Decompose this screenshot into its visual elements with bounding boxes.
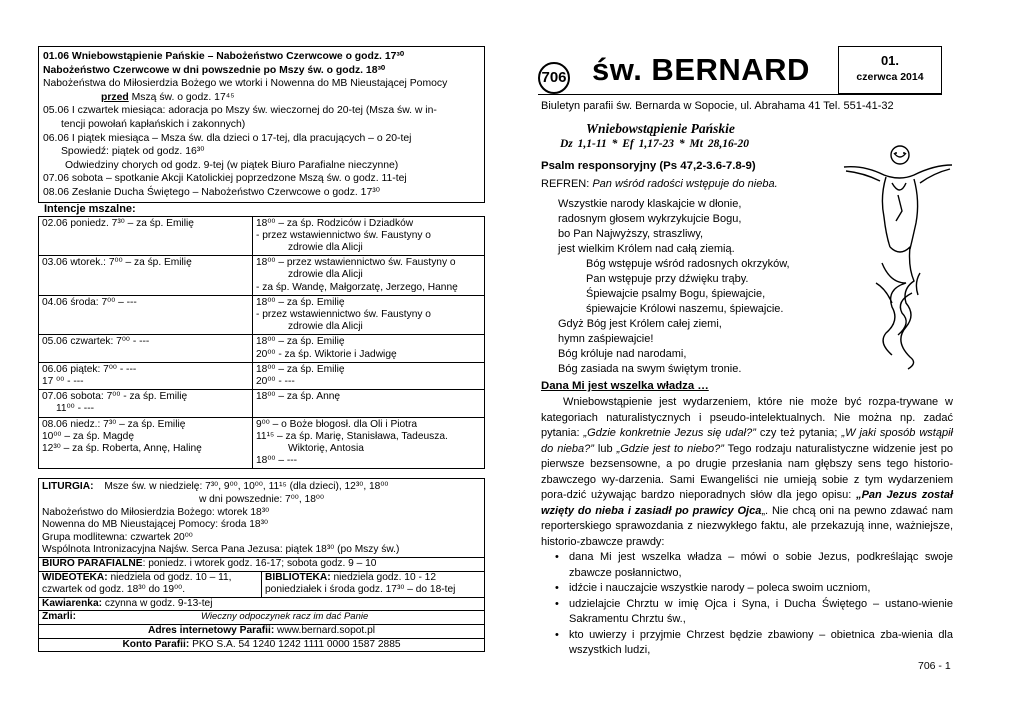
essay-quote: „Gdzie jest to niebo?”: [616, 442, 724, 455]
video-hours-2: czwartek od godz. 18³⁰ do 19⁰⁰.: [42, 584, 186, 596]
announcement-line: Spowiedź: piątek od godz. 16³⁰: [61, 146, 205, 158]
deceased-prayer: Wieczny odpoczynek racz im dać Panie: [200, 611, 369, 623]
intention-line: 18⁰⁰ – za śp. Annę: [256, 391, 341, 403]
refrain-label: REFREN:: [541, 178, 593, 190]
essay-body: [541, 395, 953, 659]
announcement-line: 08.06 Zesłanie Ducha Świętego – Nabożeństwo Czerwcowe o godz. 17³⁰: [43, 186, 380, 198]
library-hours-2: poniedziałek i środa godz. 17³⁰ – do 18-tej: [265, 584, 456, 596]
liturgy-heart: Wspólnota Intronizacyjna Najśw. Serca Pana Jezusa: piątek 18³⁰ (po Mszy św.): [42, 544, 400, 556]
date-month: czerwca 2014: [856, 71, 924, 83]
psalm-verse: Pan wstępuje przy dźwięku trąby.: [586, 273, 749, 285]
deceased-row: [39, 611, 484, 625]
intention-line: - za śp. Wandę, Małgorzatę, Jerzego, Hannę: [256, 281, 458, 293]
liturgy-novena: Nowenna do MB Nieustającej Pomocy: środa 18³⁰: [42, 519, 269, 531]
essay-bullet-item: [545, 628, 953, 659]
intention-row: [39, 390, 485, 417]
announcements-box: [38, 46, 485, 203]
intentions-table: [38, 216, 485, 470]
intention-line: 18⁰⁰ – za śp. Emilię: [256, 363, 345, 375]
intention-line: 06.06 piątek: 7⁰⁰ - ---: [42, 363, 137, 375]
liturgy-masses: [39, 479, 484, 558]
intention-line: 12³⁰ – za śp. Roberta, Annę, Halinę: [42, 442, 202, 454]
cafe-hours: czynna w godz. 9-13-tej: [102, 597, 213, 609]
intention-line: - przez wstawiennictwo św. Faustyny o: [256, 308, 431, 320]
bullet-text: idźcie i nauczajcie wszystkie narody – poleca swoim uczniom,: [569, 582, 871, 594]
intention-cell: [253, 417, 485, 469]
intention-line: 08.06 niedz.: 7³⁰ – za śp. Emilię: [42, 418, 186, 430]
website-label: Adres internetowy Parafii:: [147, 624, 275, 636]
refrain-line: [541, 178, 778, 190]
announcement-line: Nabożeństwo Czerwcowe w dni powszednie po Mszy św. o godz. 18³⁰: [43, 64, 386, 76]
intentions-heading: Intencje mszalne:: [44, 202, 136, 215]
intention-row: [39, 295, 485, 335]
intention-line: zdrowie dla Alicji: [288, 321, 363, 333]
intention-line: 20⁰⁰ - za śp. Wiktorie i Jadwigę: [256, 348, 397, 360]
bullet-icon: •: [555, 582, 559, 594]
psalm-verse: radosnym głosem wykrzykujcie Bogu,: [558, 213, 742, 225]
left-column: [38, 46, 485, 652]
announcement-line: 05.06 I czwartek miesiąca: adoracja po Mszy św. wieczornej do 20-tej (Msza św. w in-: [43, 105, 437, 117]
issue-number-badge: 706: [538, 62, 570, 94]
ascension-illustration-icon: [842, 143, 954, 373]
announcement-line: Odwiedziny chorych od godz. 9-tej (w piątek Biuro Parafialne nieczynne): [65, 159, 399, 171]
announcement-line: tencji powołań kapłańskich i zakonnych): [61, 118, 246, 130]
intention-line: 10⁰⁰ – za śp. Magdę: [42, 430, 134, 442]
intention-cell: [253, 335, 485, 362]
essay-text: „. Nie chcą oni na pewno zdawać nam reporterskiego sprawozdania z niezwykłego faktu, ale przekazują inne, ważniejsze, historio-zbawcze prawdy:: [541, 504, 953, 548]
library-cell: [262, 572, 484, 597]
intention-row: [39, 256, 485, 296]
liturgy-label: LITURGIA:: [42, 481, 94, 493]
website-row: [39, 625, 484, 639]
essay-bullet-item: [545, 581, 953, 597]
bulletin-title: św. BERNARD: [592, 52, 810, 87]
liturgy-mercy: Nabożeństwo do Miłosierdzia Bożego: wtorek 18³⁰: [42, 506, 270, 518]
intention-cell: [39, 390, 253, 417]
account-number: PKO S.A. 54 1240 1242 1111 0000 1587 2885: [189, 638, 401, 650]
essay-bullet-item: [545, 597, 953, 628]
psalm-verse: Bóg wstępuje wśród radosnych okrzyków,: [586, 258, 790, 270]
intention-line: 04.06 środa: 7⁰⁰ – ---: [42, 296, 137, 308]
intention-line: zdrowie dla Alicji: [288, 241, 363, 253]
cafe-label: Kawiarenka:: [42, 597, 103, 609]
announcement-line: 01.06 Wniebowstąpienie Pańskie – Nabożeństwo Czerwcowe o godz. 17³⁰: [43, 51, 405, 62]
essay-quote: „W jaki sposób wstąpił do nieba?”: [541, 427, 953, 455]
psalm-verse: bo Pan Najwyższy, straszliwy,: [558, 228, 704, 240]
intention-line: 20⁰⁰ - ---: [256, 375, 295, 387]
intention-cell: [39, 256, 253, 296]
essay-quote-bold: „Pan Jezus został wzięty do nieba i zasiadł po prawicy Ojca: [541, 489, 953, 517]
parish-office-row: [39, 558, 484, 572]
psalm-verse: Bóg zasiada na swym świętym tronie.: [558, 363, 742, 375]
psalm-verse: Śpiewajcie psalmy Bogu, śpiewajcie,: [586, 288, 766, 300]
video-hours: niedziela od godz. 10 – 11,: [107, 571, 232, 583]
date-box: [838, 46, 942, 94]
video-library-cell: [39, 572, 262, 597]
announcement-line: [43, 91, 480, 105]
intention-cell: [39, 335, 253, 362]
video-library-row: [39, 572, 484, 598]
cafe-row: [39, 598, 484, 612]
intention-row: [39, 216, 485, 256]
psalm-verses: [558, 197, 790, 377]
readings: Dz 1,1-11 * Ef 1,17-23 * Mt 28,16-20: [560, 138, 750, 150]
intention-line: zdrowie dla Alicji: [288, 269, 363, 281]
account-label: Konto Parafii:: [122, 638, 190, 650]
intention-row: [39, 417, 485, 469]
video-label: WIDEOTEKA:: [42, 571, 108, 583]
intention-line: 9⁰⁰ – o Boże błogosł. dla Oli i Piotra: [256, 418, 418, 430]
liturgy-prayer-group: Grupa modlitewna: czwartek 20⁰⁰: [42, 531, 193, 543]
intention-line: 18⁰⁰ – za śp. Rodziców i Dziadków: [256, 217, 414, 229]
intention-cell: [253, 362, 485, 389]
intention-line: 05.06 czwartek: 7⁰⁰ - ---: [42, 336, 150, 348]
psalm-verse: śpiewajcie Królowi naszemu, śpiewajcie.: [586, 303, 784, 315]
library-label: BIBLIOTEKA:: [265, 571, 331, 583]
intention-line: Wiktorię, Antosia: [288, 442, 364, 454]
website-url[interactable]: www.bernard.sopot.pl: [274, 624, 376, 636]
intention-line: - przez wstawiennictwo św. Faustyny o: [256, 229, 431, 241]
bullet-icon: •: [555, 597, 559, 610]
essay-text: Tego rodzaju naturalistyczne widzenie jest po pierwsze bezsensowne, a po drugie przesłania nam głębszy sens tego historio-zbawczego wy-darzenia. Sami Ewangeliści nie umieją sobie z tym wydarzeniem pora-dzić używając bardzo nieporadnych słów dla jego opisu:: [541, 442, 954, 501]
psalm-verse: hymn zaśpiewajcie!: [558, 333, 654, 345]
intention-cell: [39, 216, 253, 256]
header-divider: [538, 94, 942, 95]
bulletin-subtitle: Biuletyn parafii św. Bernarda w Sopocie, ul. Abrahama 41 Tel. 551-41-32: [541, 100, 894, 112]
essay-text: lub: [593, 442, 617, 455]
date-day: 01.: [880, 53, 900, 68]
intention-cell: [39, 362, 253, 389]
intention-cell: [253, 390, 485, 417]
essay-text: czy też pytania;: [755, 427, 842, 439]
refrain-text: Pan wśród radości wstępuje do nieba.: [592, 178, 778, 190]
account-row: [39, 639, 484, 652]
intention-row: [39, 362, 485, 389]
essay-quote: „Gdzie konkretnie Jezus się udał?”: [583, 427, 756, 439]
office-label: BIURO PARAFIALNE: [42, 557, 143, 569]
essay-paragraph: [541, 395, 953, 550]
essay-text: Wniebowstąpienie jest wydarzeniem, które nie może być rozpa-trywane w kategoriach naturalistycznych i pseudo-intelektualnych. Nie można np. zadać pytania:: [541, 396, 953, 439]
intention-cell: [253, 216, 485, 256]
intention-cell: [39, 295, 253, 335]
intention-row: [39, 335, 485, 362]
essay-bullet-list: [545, 550, 953, 659]
psalm-verse: Wszystkie narody klaskajcie w dłonie,: [558, 198, 742, 210]
intention-line: 03.06 wtorek.: 7⁰⁰ – za śp. Emilię: [42, 257, 192, 269]
intention-line: 11¹⁵ – za śp. Marię, Stanisława, Tadeusza.: [256, 430, 448, 442]
intention-line: 18⁰⁰ – przez wstawiennictwo św. Faustyny o: [256, 257, 456, 269]
psalm-verse: Bóg króluje nad narodami,: [558, 348, 687, 360]
deceased-label: Zmarli:: [42, 611, 76, 623]
intention-cell: [253, 256, 485, 296]
intention-line: 17 ⁰⁰ - ---: [42, 375, 84, 387]
intention-line: 18⁰⁰ – za śp. Emilię: [256, 296, 345, 308]
intention-cell: [253, 295, 485, 335]
announcement-line: 06.06 I piątek miesiąca – Msza św. dla dzieci o 17-tej, dla pracujących – o 20-tej: [43, 132, 412, 144]
psalm-heading: Psalm responsoryjny (Ps 47,2-3.6-7.8-9): [541, 160, 756, 172]
intention-line: 11⁰⁰ - ---: [56, 403, 94, 415]
essay-bullet-item: [545, 550, 953, 581]
bullet-text: kto uwierzy i przyjmie Chrzest będzie zbawiony – obietnica zba-wienia dla wszystkich ludzi,: [569, 628, 953, 656]
announcement-line: 07.06 sobota – spotkanie Akcji Katolickiej poprzedzone Mszą św. o godz. 11-tej: [43, 173, 407, 185]
liturgy-weekdays: w dni powszednie: 7⁰⁰, 18⁰⁰: [198, 493, 325, 505]
liturgy-masses-text: Msze św. w niedzielę: 7³⁰, 9⁰⁰, 10⁰⁰, 11¹⁵ (dla dzieci), 12³⁰, 18⁰⁰: [104, 481, 389, 493]
feast-name: Wniebowstąpienie Pańskie: [586, 121, 735, 136]
underlined-word: przed: [101, 91, 129, 103]
page-number: 706 - 1: [918, 660, 951, 672]
library-hours: niedziela godz. 10 - 12: [330, 571, 436, 583]
bullet-icon: •: [555, 551, 559, 563]
intention-line: 07.06 sobota: 7⁰⁰ - za śp. Emilię: [42, 391, 188, 403]
intention-line: 18⁰⁰ – za śp. Emilię: [256, 336, 345, 348]
bullet-text: udzielajcie Chrztu w imię Ojca i Syna, i Ducha Świętego – ustano-wienie Sakramentu Chrztu św.,: [569, 597, 953, 625]
psalm-verse: Gdyż Bóg jest Królem całej ziemi,: [558, 318, 722, 330]
intention-cell: [39, 417, 253, 469]
essay-heading: Dana Mi jest wszelka władza …: [541, 380, 709, 392]
psalm-verse: jest wielkim Królem nad całą ziemią.: [558, 243, 735, 255]
bullet-text: dana Mi jest wszelka władza – mówi o sobie Jezus, podkreślając swoje zbawcze posłannictwo,: [569, 551, 953, 579]
intention-line: 18⁰⁰ – ---: [256, 455, 298, 467]
liturgy-box: [38, 478, 485, 652]
announcement-line: Nabożeństwa do Miłosierdzia Bożego we wtorki i Nowenna do MB Nieustającej Pomocy: [43, 78, 448, 90]
intention-line: 02.06 poniedz. 7³⁰ – za śp. Emilię: [42, 217, 194, 229]
announcement-text: Mszą św. o godz. 17⁴⁵: [128, 91, 235, 103]
office-hours: : poniedz. i wtorek godz. 16-17; sobota godz. 9 – 10: [142, 557, 377, 569]
bullet-icon: •: [555, 628, 559, 641]
